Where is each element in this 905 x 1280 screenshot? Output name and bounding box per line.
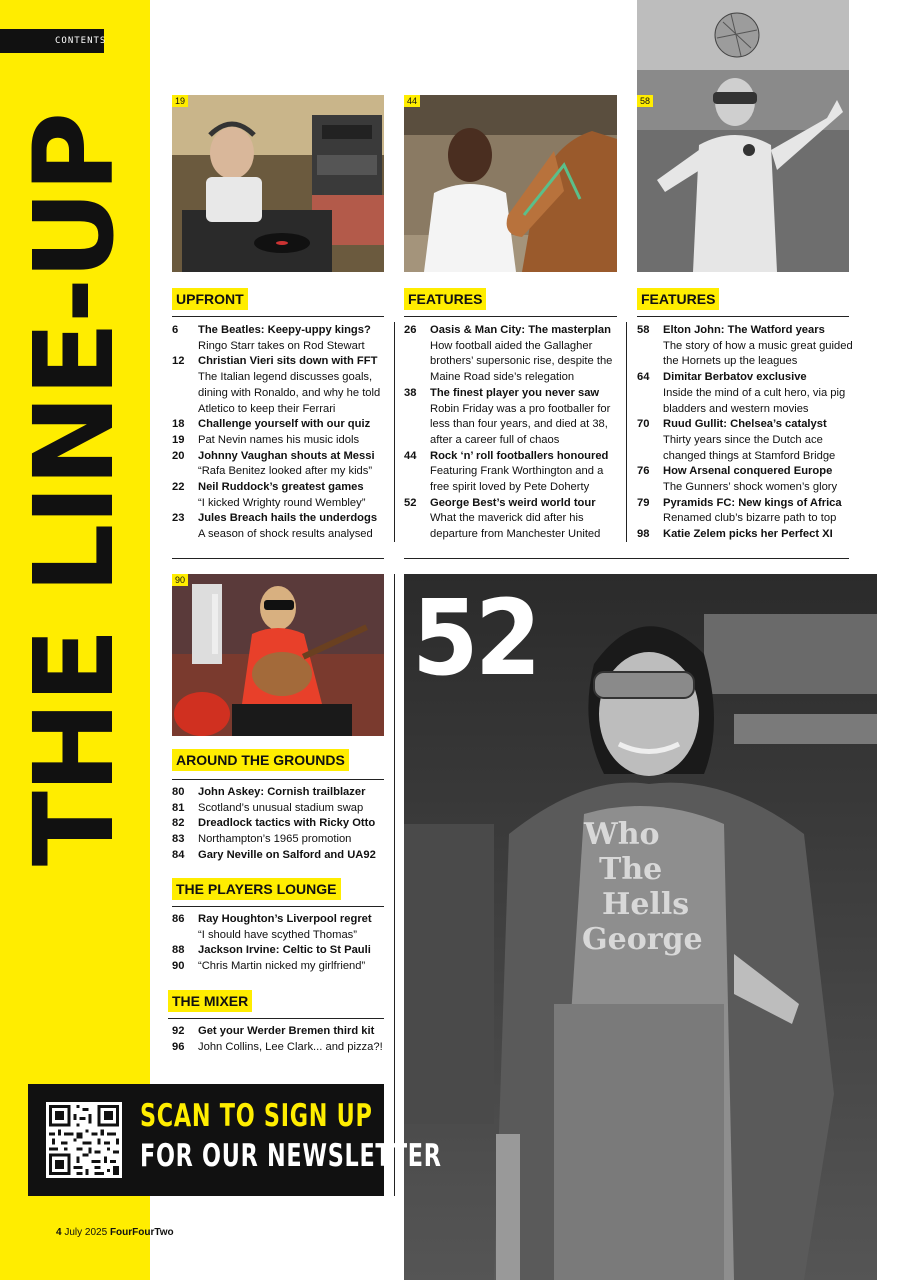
item-page-number: 19 [172,433,185,446]
item-title: The Beatles: Keepy-uppy kings? [198,324,371,336]
item-page-number: 76 [637,465,650,478]
divider [172,906,384,907]
item-description: How football aided the Gallagher brothers’ supersonic rise, despite the Maine Road side’s relegation [430,339,613,384]
tshirt-text-line: Hells [602,887,690,922]
list-item[interactable] [404,386,622,449]
list-item[interactable] [637,527,853,543]
page-badge: 44 [404,95,420,107]
item-description: Thirty years since the Dutch ace changed things at Stamford Bridge [663,433,836,462]
feature-page-number: 52 [412,577,538,699]
list-item[interactable] [172,1040,392,1056]
list-item[interactable] [172,943,392,959]
photo-guitarist[interactable] [172,574,384,736]
item-page-number: 90 [172,960,185,973]
item-title: Rock ‘n’ roll footballers honoured [430,449,609,462]
list-item[interactable] [172,323,388,354]
mixer-list [172,1024,392,1055]
item-title: Pyramids FC: New kings of Africa [663,496,842,509]
item-description: Inside the mind of a cult hero, via pig bladders and western movies [663,386,846,415]
item-page-number: 6 [172,324,179,336]
item-description: The Gunners’ shock women’s glory [663,481,838,494]
players-lounge-list [172,912,392,975]
item-description: A season of shock results analysed [198,528,373,541]
item-page-number: 18 [172,418,185,431]
list-item[interactable] [172,354,388,417]
page-title: THE LINE-UP [10,113,138,867]
item-page-number: 82 [172,817,185,830]
item-title: Oasis & Man City: The masterplan [430,324,611,336]
folio [56,1227,174,1238]
page-badge: 58 [637,95,653,107]
list-item[interactable] [404,323,622,386]
item-page-number: 80 [172,786,185,798]
item-title: Neil Ruddock’s greatest games [198,481,364,494]
item-description: What the maverick did after his departure from Manchester United [430,512,601,541]
list-item[interactable] [172,480,388,511]
contents-tag: CONTENTS [0,29,104,53]
folio-page-number: 4 [56,1227,62,1238]
item-page-number: 26 [404,324,417,336]
divider [172,779,384,780]
item-page-number: 84 [172,848,185,861]
item-page-number: 64 [637,371,650,384]
photo-elton-john[interactable] [637,0,849,272]
item-title: Challenge yourself with our quiz [198,418,371,431]
divider [404,316,617,317]
item-page-number: 98 [637,528,650,541]
folio-date: July 2025 [64,1227,108,1238]
item-description: “Rafa Benitez looked after my kids” [198,465,373,478]
features-list-1 [404,323,622,543]
section-head-the-mixer: THE MIXER [168,990,252,1012]
item-description: Robin Friday was a pro footballer for less than four years, and died at 38, after a career full of chaos [430,402,611,446]
newsletter-subheadline: FOR OUR NEWSLETTER [140,1138,442,1174]
item-page-number: 83 [172,833,185,846]
guitarist-photo-image [172,574,384,736]
item-description: Featuring Frank Worthington and a free spirit loved by Pete Doherty [430,465,604,494]
item-description: Ringo Starr takes on Rod Stewart [198,339,365,352]
item-page-number: 86 [172,913,185,925]
item-description: “Chris Martin nicked my girlfriend” [198,960,366,973]
section-head-features-1: FEATURES [404,288,486,310]
item-page-number: 79 [637,496,650,509]
item-page-number: 81 [172,801,185,814]
section-head-around-the-grounds: AROUND THE GROUNDS [172,749,349,771]
item-title: Dimitar Berbatov exclusive [663,371,807,384]
column-divider [394,574,395,1196]
page-badge: 19 [172,95,188,107]
item-description: Northampton’s 1965 promotion [198,833,352,846]
tshirt-text-line: Who [584,817,660,852]
page-badge: 90 [172,574,188,586]
lineup-title-wrap [10,60,138,920]
list-item[interactable] [172,1024,392,1040]
list-item[interactable] [172,959,392,975]
item-title: Ruud Gullit: Chelsea’s catalyst [663,418,827,431]
item-page-number: 96 [172,1040,185,1053]
divider [172,316,384,317]
photo-dj-turntables[interactable] [172,95,384,272]
item-description: “I kicked Wrighty round Wembley” [198,496,366,509]
newsletter-headline: SCAN TO SIGN UP [140,1098,373,1134]
around-the-grounds-list [172,785,392,864]
item-title: Get your Werder Bremen third kit [198,1025,375,1037]
list-item[interactable] [404,496,622,543]
qr-code-icon[interactable] [46,1102,122,1178]
item-description: Pat Nevin names his music idols [198,433,360,446]
list-item[interactable] [172,848,392,864]
list-item[interactable] [172,449,388,480]
item-title: Johnny Vaughan shouts at Messi [198,449,375,462]
item-title: Jules Breach hails the underdogs [198,512,378,525]
list-item[interactable] [172,832,392,848]
item-description: “I should have scythed Thomas” [198,928,357,941]
list-item[interactable] [172,912,392,943]
column-divider [394,322,395,542]
item-title: The finest player you never saw [430,386,600,399]
item-title: John Askey: Cornish trailblazer [198,786,366,798]
list-item[interactable] [172,785,392,801]
list-item[interactable] [637,370,853,417]
list-item[interactable] [404,449,622,496]
section-head-features-2: FEATURES [637,288,719,310]
list-item[interactable] [172,511,388,542]
item-description: John Collins, Lee Clark... and pizza?! [198,1040,383,1053]
item-title: Ray Houghton’s Liverpool regret [198,913,372,925]
item-description: Renamed club’s bizarre path to top [663,512,837,525]
item-page-number: 38 [404,386,417,399]
item-page-number: 23 [172,512,185,525]
list-item[interactable] [637,496,853,527]
section-head-upfront: UPFRONT [172,288,248,310]
item-page-number: 70 [637,418,650,431]
list-item[interactable] [637,323,853,370]
item-page-number: 88 [172,944,185,957]
horse-photo-image [404,95,617,272]
item-title: Katie Zelem picks her Perfect XI [663,528,833,541]
item-description: The Italian legend discusses goals, dining with Ronaldo, and why he told Atletico to keep their Ferrari [198,371,381,415]
item-page-number: 20 [172,449,185,462]
item-title: Dreadlock tactics with Ricky Otto [198,817,376,830]
dj-photo-image [172,95,384,272]
list-item[interactable] [637,417,853,464]
divider [637,316,849,317]
features-list-2 [637,323,853,543]
item-description: Scotland’s unusual stadium swap [198,801,364,814]
list-item[interactable] [172,417,388,433]
divider [172,558,384,559]
tshirt-text-line: The [599,852,663,887]
item-page-number: 58 [637,324,650,336]
tshirt-text-line: George [582,922,703,957]
item-title: Elton John: The Watford years [663,324,825,336]
item-page-number: 92 [172,1025,185,1037]
list-item[interactable] [172,816,392,832]
item-page-number: 44 [404,449,417,462]
list-item[interactable] [172,801,392,817]
column-divider [626,322,627,542]
upfront-list [172,323,388,543]
item-page-number: 22 [172,481,185,494]
item-page-number: 12 [172,355,185,368]
item-title: Christian Vieri sits down with FFT [198,355,378,368]
elton-photo-image [637,0,849,272]
item-title: Jackson Irvine: Celtic to St Pauli [198,944,371,957]
list-item[interactable] [637,464,853,495]
item-title: George Best’s weird world tour [430,496,596,509]
photo-man-and-horse[interactable] [404,95,617,272]
newsletter-signup[interactable] [28,1084,442,1196]
folio-brand: FourFourTwo [109,1227,174,1238]
item-description: The story of how a music great guided the Hornets up the leagues [663,339,853,368]
divider [404,558,849,559]
item-title: How Arsenal conquered Europe [663,465,833,478]
item-page-number: 52 [404,496,417,509]
list-item[interactable] [172,433,388,449]
divider [168,1018,384,1019]
section-head-players-lounge: THE PLAYERS LOUNGE [172,878,341,900]
item-title: Gary Neville on Salford and UA92 [198,848,376,861]
